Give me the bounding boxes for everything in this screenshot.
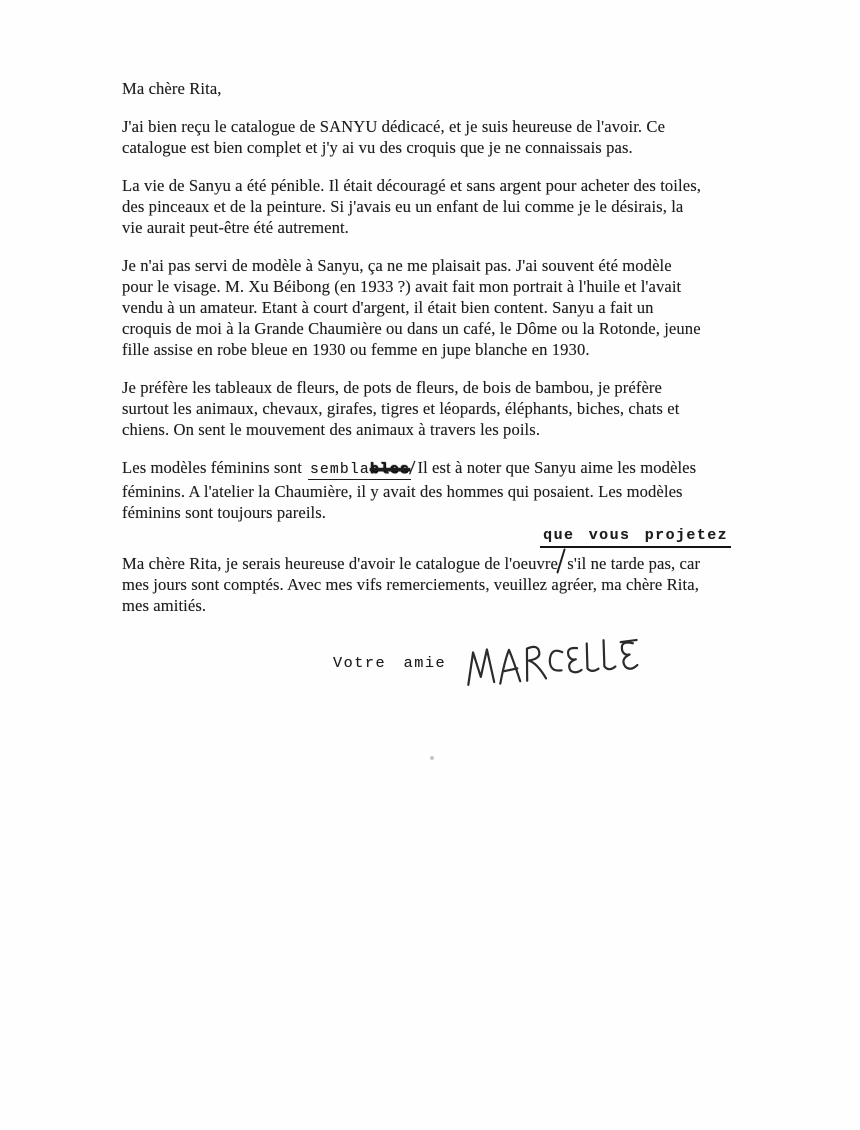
signature-letter-E bbox=[568, 648, 582, 673]
typed-word-kept: sembla bbox=[309, 462, 370, 478]
text-line-with-correction bbox=[122, 457, 746, 481]
text-line: fille assise en robe bleue en 1930 ou femme en jupe blanche en 1930. bbox=[122, 340, 590, 359]
closing-typed: Votre amie bbox=[333, 654, 447, 672]
paragraph-4 bbox=[122, 377, 746, 440]
text-line: croquis de moi à la Grande Chaumière ou dans un café, le Dôme ou la Rotonde, jeune bbox=[122, 319, 701, 338]
text-line: mes jours sont comptés. Avec mes vifs remerciements, veuillez agréer, ma chère Rita, bbox=[122, 575, 699, 594]
text-line: Je préfère les tableaux de fleurs, de pots de fleurs, de bois de bambou, je préfère bbox=[122, 378, 663, 397]
typed-insertion-annotation bbox=[122, 526, 746, 548]
signature-letter-L bbox=[586, 643, 599, 671]
text-line: vie aurait peut-être été autrement. bbox=[122, 218, 349, 237]
paragraph-5 bbox=[122, 457, 746, 523]
letter-body bbox=[122, 78, 746, 688]
text-run: Il est à noter que Sanyu aime les modèles bbox=[417, 458, 697, 477]
signature-letter-R bbox=[525, 646, 546, 681]
text-line: des pinceaux et de la peinture. Si j'avais eu un enfant de lui comme je le désirais, la bbox=[122, 197, 684, 216]
text-line: mes amitiés. bbox=[122, 596, 207, 615]
scan-speck bbox=[430, 756, 434, 760]
handwritten-signature bbox=[461, 632, 642, 694]
strike-slash-mark: / bbox=[408, 455, 416, 480]
text-line-with-insertion bbox=[122, 548, 746, 574]
text-line: Je n'ai pas servi de modèle à Sanyu, ça ne me plaisait pas. J'ai souvent été modèle bbox=[122, 256, 672, 275]
text-line: surtout les animaux, chevaux, girafes, tigres et léopards, éléphants, biches, chats et bbox=[122, 399, 680, 418]
text-line: J'ai bien reçu le catalogue de SANYU dédicacé, et je suis heureuse de l'avoir. Ce bbox=[122, 117, 666, 136]
text-line: féminins. A l'atelier la Chaumière, il y avait des hommes qui posaient. Les modèles bbox=[122, 482, 683, 501]
signature-letter-M bbox=[466, 649, 494, 685]
text-run: Ma chère Rita, je serais heureuse d'avoir le catalogue de l'oeuvre bbox=[122, 554, 558, 573]
paragraph-1 bbox=[122, 116, 746, 158]
typed-correction-word bbox=[308, 462, 411, 480]
paragraph-2 bbox=[122, 175, 746, 238]
signature-letter-E bbox=[621, 640, 639, 669]
text-line: vendu à un amateur. Etant à court d'argent, il était bien content. Sanyu a fait un bbox=[122, 298, 654, 317]
text-line: féminins sont toujours pareils. bbox=[122, 503, 327, 522]
typed-word-struck-out: bles bbox=[369, 462, 410, 478]
text-line: La vie de Sanyu a été pénible. Il était découragé et sans argent pour acheter des toiles, bbox=[122, 176, 702, 195]
signature-letter-C bbox=[549, 650, 563, 671]
paragraph-6 bbox=[122, 548, 746, 616]
text-line: chiens. On sent le mouvement des animaux à travers les poils. bbox=[122, 420, 541, 439]
text-run: s'il ne tarde pas, car bbox=[567, 554, 701, 573]
signature-letter-L bbox=[603, 640, 616, 670]
text-line: catalogue est bien complet et j'y ai vu des croquis que je ne connaissais pas. bbox=[122, 138, 633, 157]
paragraph-3 bbox=[122, 255, 746, 360]
signature-block bbox=[122, 642, 746, 688]
signature-letter-A bbox=[498, 649, 520, 683]
insertion-annotation-text: que vous projetez bbox=[540, 527, 731, 548]
text-line: pour le visage. M. Xu Béibong (en 1933 ?) avait fait mon portrait à l'huile et l'avait bbox=[122, 277, 682, 296]
salutation: Ma chère Rita, bbox=[122, 79, 222, 98]
text-run: Les modèles féminins sont bbox=[122, 458, 302, 477]
